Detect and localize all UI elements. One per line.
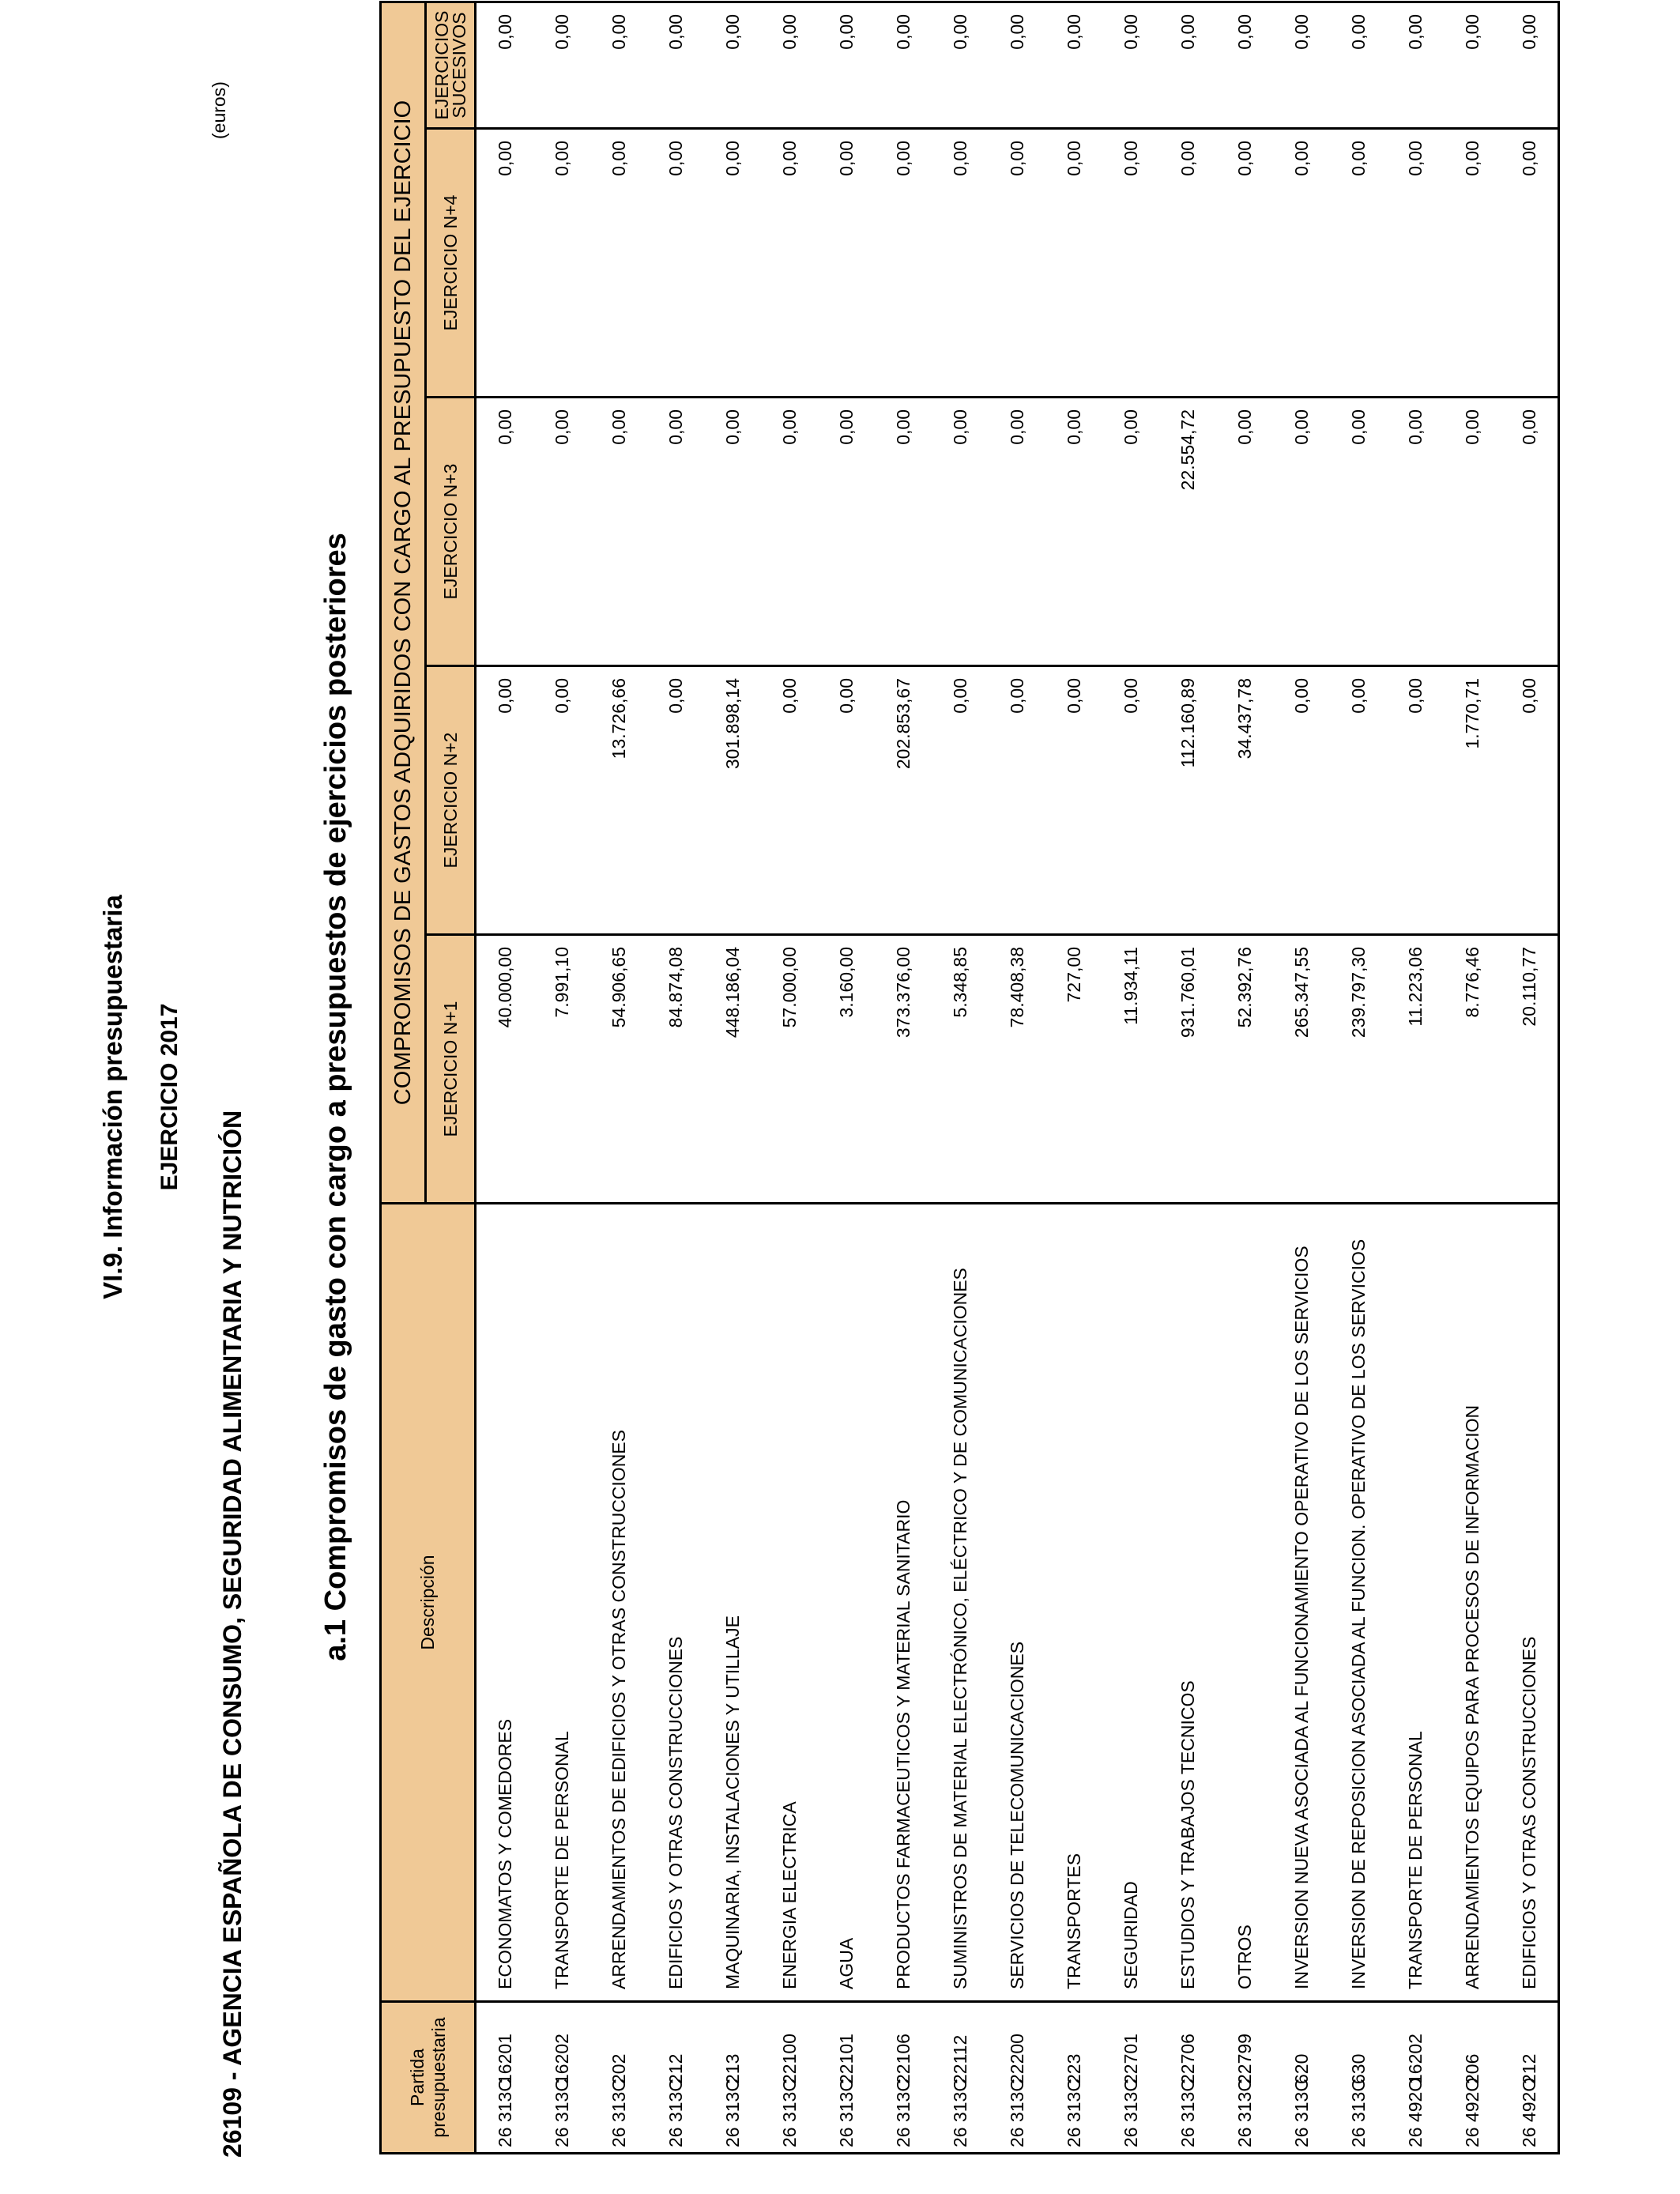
amount-cell: 0,00: [533, 398, 590, 666]
concept-code: 22706: [1177, 2034, 1198, 2084]
amount-cell: 0,00: [875, 398, 932, 666]
partida-cell: [818, 2002, 875, 2154]
amount-cell: 0,00: [989, 398, 1045, 666]
amount-cell: 0,00: [875, 129, 932, 398]
description-cell: AGUA: [818, 1204, 875, 2002]
partida-cell: [533, 2002, 590, 2154]
amount-cell: 0,00: [1273, 398, 1330, 666]
table-row: [1387, 2, 1444, 2153]
table-row: [1330, 2, 1387, 2153]
amount-cell: 0,00: [647, 398, 704, 666]
amount-cell: 0,00: [1330, 398, 1387, 666]
amount-cell: 11.934,11: [1102, 935, 1159, 1204]
amount-cell: 112.160,89: [1159, 666, 1216, 935]
table-row: [932, 2, 989, 2153]
amount-cell: 0,00: [476, 666, 534, 935]
program-code: 26 313C: [778, 2079, 800, 2147]
amount-cell: 0,00: [1102, 2, 1159, 128]
table-row: [1102, 2, 1159, 2153]
partida-cell: [1444, 2002, 1501, 2154]
amount-cell: 0,00: [533, 2, 590, 128]
amount-cell: 0,00: [1444, 129, 1501, 398]
amount-cell: 0,00: [476, 129, 534, 398]
description-cell: TRANSPORTES: [1045, 1204, 1102, 2002]
program-code: 26 492O: [1461, 2077, 1482, 2147]
amount-cell: 3.160,00: [818, 935, 875, 1204]
table-row: [875, 2, 932, 2153]
amount-cell: 0,00: [818, 666, 875, 935]
amount-cell: 8.776,46: [1444, 935, 1501, 1204]
program-code: 26 313C: [494, 2079, 515, 2147]
amount-cell: 373.376,00: [875, 935, 932, 1204]
description-cell: ARRENDAMIENTOS DE EDIFICIOS Y OTRAS CONSTRUCCIONES: [590, 1204, 647, 2002]
amount-cell: 52.392,76: [1216, 935, 1273, 1204]
description-cell: ECONOMATOS Y COMEDORES: [476, 1204, 534, 2002]
amount-cell: 0,00: [1387, 398, 1444, 666]
table-row: [476, 2, 534, 2153]
partida-cell: [1330, 2002, 1387, 2154]
amount-cell: 0,00: [1045, 2, 1102, 128]
amount-cell: 0,00: [1216, 398, 1273, 666]
amount-cell: 0,00: [590, 2, 647, 128]
description-cell: MAQUINARIA, INSTALACIONES Y UTILLAJE: [704, 1204, 761, 2002]
table-row: [989, 2, 1045, 2153]
description-cell: PRODUCTOS FARMACEUTICOS Y MATERIAL SANITARIO: [875, 1204, 932, 2002]
concept-code: 206: [1461, 2053, 1482, 2084]
amount-cell: 0,00: [1330, 2, 1387, 128]
amount-cell: 0,00: [1273, 666, 1330, 935]
amount-cell: 0,00: [818, 2, 875, 128]
program-code: 26 313C: [1347, 2079, 1369, 2147]
exercise-title: EJERCICIO 2017: [156, 1003, 183, 1191]
concept-code: 22200: [1006, 2034, 1027, 2084]
amount-cell: 931.760,01: [1159, 935, 1216, 1204]
program-code: 26 313C: [1006, 2079, 1027, 2147]
year-header-n3: EJERCICIO N+3: [426, 398, 476, 666]
amount-cell: 0,00: [1387, 129, 1444, 398]
partida-cell: [1216, 2002, 1273, 2154]
table-row: [647, 2, 704, 2153]
amount-cell: 1.770,71: [1444, 666, 1501, 935]
amount-cell: 57.000,00: [761, 935, 818, 1204]
amount-cell: 0,00: [1102, 129, 1159, 398]
program-code: 26 313C: [949, 2079, 970, 2147]
partida-cell: [875, 2002, 932, 2154]
program-code: 26 313C: [1234, 2079, 1255, 2147]
program-code: 26 313C: [665, 2079, 686, 2147]
amount-cell: 0,00: [761, 398, 818, 666]
table-row: [1216, 2, 1273, 2153]
agency-title: 26109 - AGENCIA ESPAÑOLA DE CONSUMO, SEGURIDAD ALIMENTARIA Y NUTRICIÓN: [218, 1110, 247, 2158]
amount-cell: 78.408,38: [989, 935, 1045, 1204]
amount-cell: 0,00: [533, 666, 590, 935]
partida-cell: [1387, 2002, 1444, 2154]
concept-code: 22799: [1234, 2034, 1255, 2084]
description-cell: TRANSPORTE DE PERSONAL: [533, 1204, 590, 2002]
partida-cell: [590, 2002, 647, 2154]
concept-code: 16202: [551, 2034, 572, 2084]
amount-cell: 0,00: [647, 2, 704, 128]
description-cell: INVERSION DE REPOSICION ASOCIADA AL FUNCION. OPERATIVO DE LOS SERVICIOS: [1330, 1204, 1387, 2002]
amount-cell: 0,00: [1387, 666, 1444, 935]
commitments-table: [379, 1, 1560, 2154]
amount-cell: 0,00: [1159, 2, 1216, 128]
partida-cell: [989, 2002, 1045, 2154]
amount-cell: 448.186,04: [704, 935, 761, 1204]
amount-cell: 0,00: [932, 666, 989, 935]
amount-cell: 265.347,55: [1273, 935, 1330, 1204]
amount-cell: 0,00: [1159, 129, 1216, 398]
partida-cell: [1102, 2002, 1159, 2154]
table-row: [704, 2, 761, 2153]
amount-cell: 20.110,77: [1501, 935, 1559, 1204]
amount-cell: 7.991,10: [533, 935, 590, 1204]
amount-cell: 0,00: [818, 398, 875, 666]
amount-cell: 0,00: [590, 398, 647, 666]
concept-code: 22112: [949, 2034, 970, 2084]
concept-code: 212: [1518, 2053, 1539, 2084]
description-cell: INVERSION NUEVA ASOCIADA AL FUNCIONAMIENTO OPERATIVO DE LOS SERVICIOS: [1273, 1204, 1330, 2002]
amount-cell: 54.906,65: [590, 935, 647, 1204]
amount-cell: 0,00: [1102, 398, 1159, 666]
col-partida-header: Partida presupuestaria: [381, 2002, 476, 2154]
concept-code: 630: [1347, 2053, 1369, 2084]
amount-cell: 0,00: [875, 2, 932, 128]
table-row: [1501, 2, 1559, 2153]
amount-cell: 202.853,67: [875, 666, 932, 935]
concept-code: 16201: [494, 2034, 515, 2084]
amount-cell: 0,00: [1387, 2, 1444, 128]
description-cell: SUMINISTROS DE MATERIAL ELECTRÓNICO, ELÉCTRICO Y DE COMUNICACIONES: [932, 1204, 989, 2002]
description-cell: ESTUDIOS Y TRABAJOS TECNICOS: [1159, 1204, 1216, 2002]
table-row: [818, 2, 875, 2153]
amount-cell: 13.726,66: [590, 666, 647, 935]
description-cell: SEGURIDAD: [1102, 1204, 1159, 2002]
table-row: [533, 2, 590, 2153]
table-row: [590, 2, 647, 2153]
amount-cell: 0,00: [590, 129, 647, 398]
amount-cell: 0,00: [1444, 398, 1501, 666]
program-code: 26 313C: [892, 2079, 913, 2147]
description-cell: EDIFICIOS Y OTRAS CONSTRUCCIONES: [647, 1204, 704, 2002]
amount-cell: 239.797,30: [1330, 935, 1387, 1204]
partida-cell: [932, 2002, 989, 2154]
table-row: [1159, 2, 1216, 2153]
amount-cell: 0,00: [932, 129, 989, 398]
program-code: 26 313C: [835, 2079, 857, 2147]
program-code: 26 313C: [1290, 2079, 1312, 2147]
table-row: [1045, 2, 1102, 2153]
amount-cell: 0,00: [1102, 666, 1159, 935]
concept-code: 223: [1063, 2053, 1084, 2084]
partida-cell: [1045, 2002, 1102, 2154]
description-cell: EDIFICIOS Y OTRAS CONSTRUCCIONES: [1501, 1204, 1559, 2002]
amount-cell: 0,00: [989, 129, 1045, 398]
description-cell: SERVICIOS DE TELECOMUNICACIONES: [989, 1204, 1045, 2002]
amount-cell: 0,00: [1501, 398, 1559, 666]
concept-code: 22701: [1120, 2034, 1141, 2084]
amount-cell: 34.437,78: [1216, 666, 1273, 935]
amount-cell: 0,00: [818, 129, 875, 398]
amount-cell: 0,00: [704, 129, 761, 398]
partida-cell: [476, 2002, 534, 2154]
amount-cell: 0,00: [1045, 666, 1102, 935]
amount-cell: 0,00: [761, 129, 818, 398]
amount-cell: 0,00: [476, 398, 534, 666]
partida-cell: [1273, 2002, 1330, 2154]
amount-cell: 0,00: [761, 2, 818, 128]
partida-cell: [704, 2002, 761, 2154]
amount-cell: 0,00: [1045, 129, 1102, 398]
program-code: 26 492O: [1518, 2077, 1539, 2147]
amount-cell: 0,00: [704, 2, 761, 128]
concept-code: 202: [608, 2053, 629, 2084]
amount-cell: 40.000,00: [476, 935, 534, 1204]
partida-cell: [1159, 2002, 1216, 2154]
year-header-n1: EJERCICIO N+1: [426, 935, 476, 1204]
partida-cell: [1501, 2002, 1559, 2154]
concept-code: 22101: [835, 2034, 857, 2084]
amount-cell: 0,00: [1216, 2, 1273, 128]
partida-cell: [647, 2002, 704, 2154]
year-header-n4: EJERCICIO N+4: [426, 129, 476, 398]
amount-cell: 0,00: [476, 2, 534, 128]
program-code: 26 313C: [608, 2079, 629, 2147]
amount-cell: 22.554,72: [1159, 398, 1216, 666]
amount-cell: 0,00: [761, 666, 818, 935]
amount-cell: 0,00: [932, 2, 989, 128]
amount-cell: 84.874,08: [647, 935, 704, 1204]
program-code: 26 313C: [721, 2079, 743, 2147]
amount-cell: 5.348,85: [932, 935, 989, 1204]
year-header-sucesivos: EJERCICIOS SUCESIVOS: [426, 2, 476, 128]
concept-code: 212: [665, 2053, 686, 2084]
commitments-group-header: COMPROMISOS DE GASTOS ADQUIRIDOS CON CARGO AL PRESUPUESTO DEL EJERCICIO: [381, 2, 426, 1203]
amount-cell: 301.898,14: [704, 666, 761, 935]
amount-cell: 0,00: [704, 398, 761, 666]
amount-cell: 727,00: [1045, 935, 1102, 1204]
amount-cell: 0,00: [533, 129, 590, 398]
year-header-n2: EJERCICIO N+2: [426, 666, 476, 935]
amount-cell: 0,00: [989, 2, 1045, 128]
amount-cell: 0,00: [647, 666, 704, 935]
description-cell: ARRENDAMIENTOS EQUIPOS PARA PROCESOS DE INFORMACION: [1444, 1204, 1501, 2002]
concept-code: 22106: [892, 2034, 913, 2084]
program-code: 26 313C: [1177, 2079, 1198, 2147]
program-code: 26 313C: [1120, 2079, 1141, 2147]
amount-cell: 0,00: [932, 398, 989, 666]
concept-code: 22100: [778, 2034, 800, 2084]
table-subtitle: a.1 Compromisos de gasto con cargo a presupuestos de ejercicios posteriores: [319, 533, 352, 1661]
amount-cell: 0,00: [1330, 666, 1387, 935]
col-descripcion-header: Descripción: [381, 1204, 476, 2002]
table-row: [1273, 2, 1330, 2153]
amount-cell: 0,00: [1501, 666, 1559, 935]
description-cell: OTROS: [1216, 1204, 1273, 2002]
concept-code: 16202: [1404, 2034, 1426, 2084]
amount-cell: 0,00: [1045, 398, 1102, 666]
amount-cell: 0,00: [647, 129, 704, 398]
partida-cell: [761, 2002, 818, 2154]
amount-cell: 0,00: [1216, 129, 1273, 398]
program-code: 26 313C: [1063, 2079, 1084, 2147]
amount-cell: 0,00: [1501, 2, 1559, 128]
amount-cell: 0,00: [1273, 2, 1330, 128]
program-code: 26 313C: [551, 2079, 572, 2147]
description-cell: TRANSPORTE DE PERSONAL: [1387, 1204, 1444, 2002]
amount-cell: 11.223,06: [1387, 935, 1444, 1204]
amount-cell: 0,00: [1273, 129, 1330, 398]
amount-cell: 0,00: [989, 666, 1045, 935]
description-cell: ENERGIA ELECTRICA: [761, 1204, 818, 2002]
amount-cell: 0,00: [1501, 129, 1559, 398]
concept-code: 620: [1290, 2053, 1312, 2084]
amount-cell: 0,00: [1330, 129, 1387, 398]
program-code: 26 492O: [1404, 2077, 1426, 2147]
section-title: VI.9. Información presupuestaria: [98, 895, 127, 1299]
table-row: [761, 2, 818, 2153]
table-row: [1444, 2, 1501, 2153]
amount-cell: 0,00: [1444, 2, 1501, 128]
concept-code: 213: [721, 2053, 743, 2084]
units-label: (euros): [209, 81, 229, 139]
